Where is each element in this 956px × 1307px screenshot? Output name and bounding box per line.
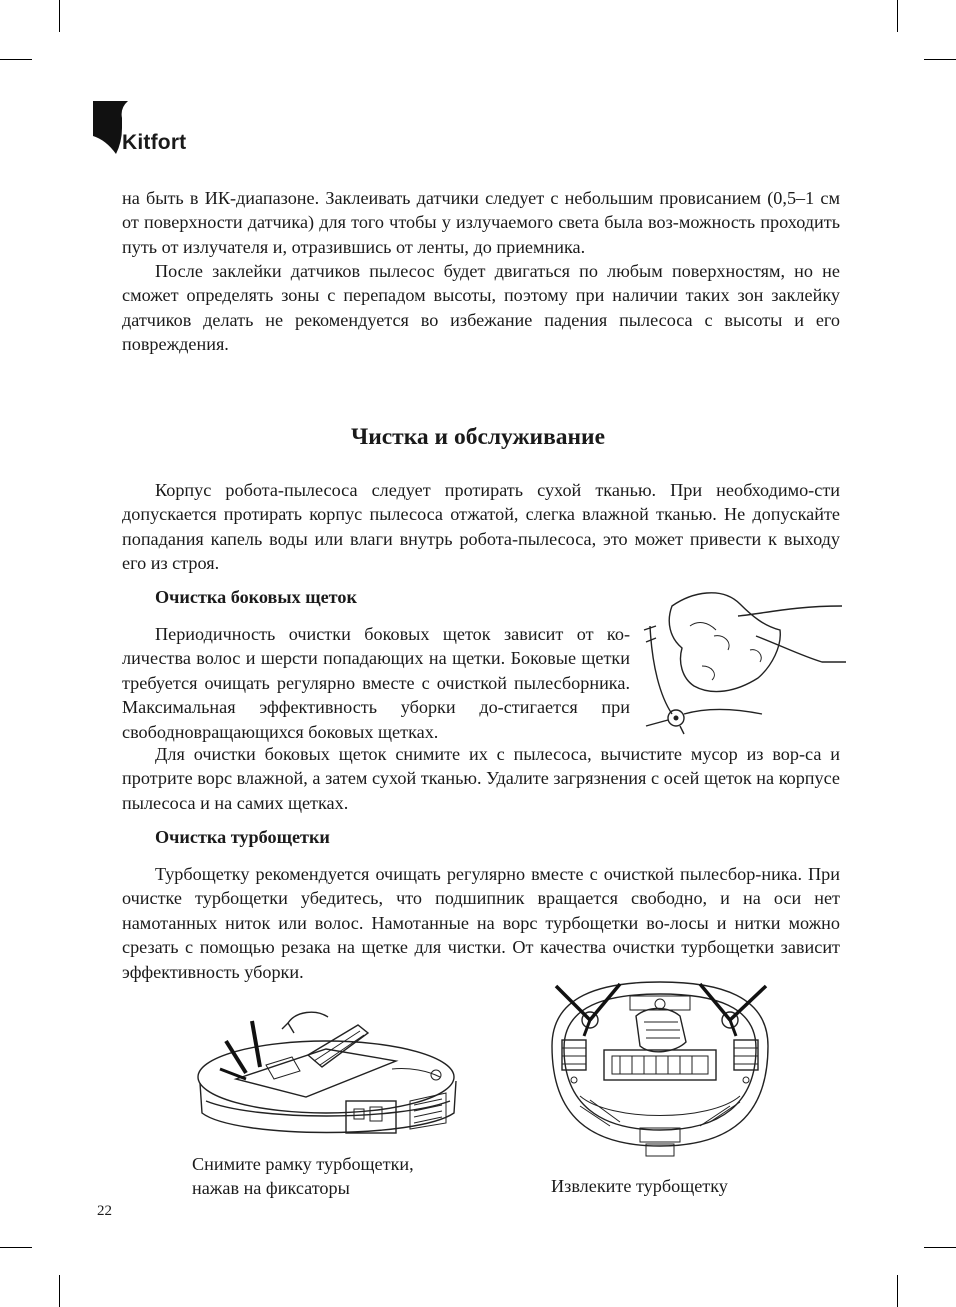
right-figure-caption: Извлеките турбощетку	[551, 1176, 728, 1196]
crop-mark	[0, 59, 32, 60]
robot-frame-removal-illustration	[196, 1005, 466, 1145]
turbo-brush-extraction-illustration	[540, 976, 780, 1166]
page-number: 22	[97, 1203, 112, 1219]
brand-name: Kitfort	[122, 131, 187, 154]
side-brush-cleaning-illustration	[632, 586, 847, 736]
section-paragraph: Корпус робота-пылесоса следует протирать сухой тканью. При необходимо-сти допускается протирать корпус пылесоса отжатой, слегка влажной тканью. Не допускайте попадания капель воды или влаги внутрь робота-пылесоса, это может привести к выходу его из строя.	[122, 480, 840, 574]
intro-paragraph-1: на быть в ИК-диапазоне. Заклеивать датчики следует с небольшим провисанием (0,5–1 см от поверхности датчика) для того чтобы у излучаемого света была воз-можность проходить путь от излучателя и, отразившись от ленты, до приемника.	[122, 188, 840, 257]
crop-mark	[59, 0, 60, 32]
left-figure-caption-line-2: нажав на фиксаторы	[192, 1178, 350, 1198]
turbo-brush-paragraph: Турбощетку рекомендуется очищать регулярно вместе с очисткой пылесбор-ника. При очистке турбощетки убедитесь, что подшипник вращается свободно, и на оси нет намотанных ниток или волос. Намотанные на ворс турбощетки во-лосы и нитки можно срезать с помощью резака на щетке для чистки. От качества очистки турбощетки зависит эффективность уборки.	[122, 864, 840, 982]
crop-mark	[59, 1275, 60, 1307]
crop-mark	[924, 59, 956, 60]
turbo-brush-heading: Очистка турбощетки	[155, 827, 330, 847]
section-title: Чистка и обслуживание	[350, 424, 606, 450]
crop-mark	[924, 1247, 956, 1248]
crop-mark	[897, 0, 898, 32]
intro-paragraph-2: После заклейки датчиков пылесос будет двигаться по любым поверхностям, но не сможет определять зоны с перепадом высоты, поэтому при наличии таких зон заклейку датчиков делать не рекомендуется во избежание падения пылесоса с высоты и его повреждения.	[122, 261, 840, 355]
crop-mark	[0, 1247, 32, 1248]
left-figure-caption-line-1: Снимите рамку турбощетки,	[192, 1154, 414, 1174]
side-brushes-paragraph-2: Для очистки боковых щеток снимите их с пылесоса, вычистите мусор из вор-са и протрите ворс влажной, а затем сухой тканью. Удалите загрязнения с осей щеток на корпусе пылесоса и на самих щетках.	[122, 744, 840, 813]
side-brushes-heading: Очистка боковых щеток	[155, 587, 357, 607]
crop-mark	[897, 1275, 898, 1307]
side-brushes-paragraph-1: Периодичность очистки боковых щеток зависит от ко-личества волос и шерсти попадающих на щетки. Боковые щетки требуется очищать регулярно вместе с очисткой пылесборника. Максимальная эффективность уборки до-стигается при свободновращающихся боковых щетках.	[122, 624, 630, 742]
